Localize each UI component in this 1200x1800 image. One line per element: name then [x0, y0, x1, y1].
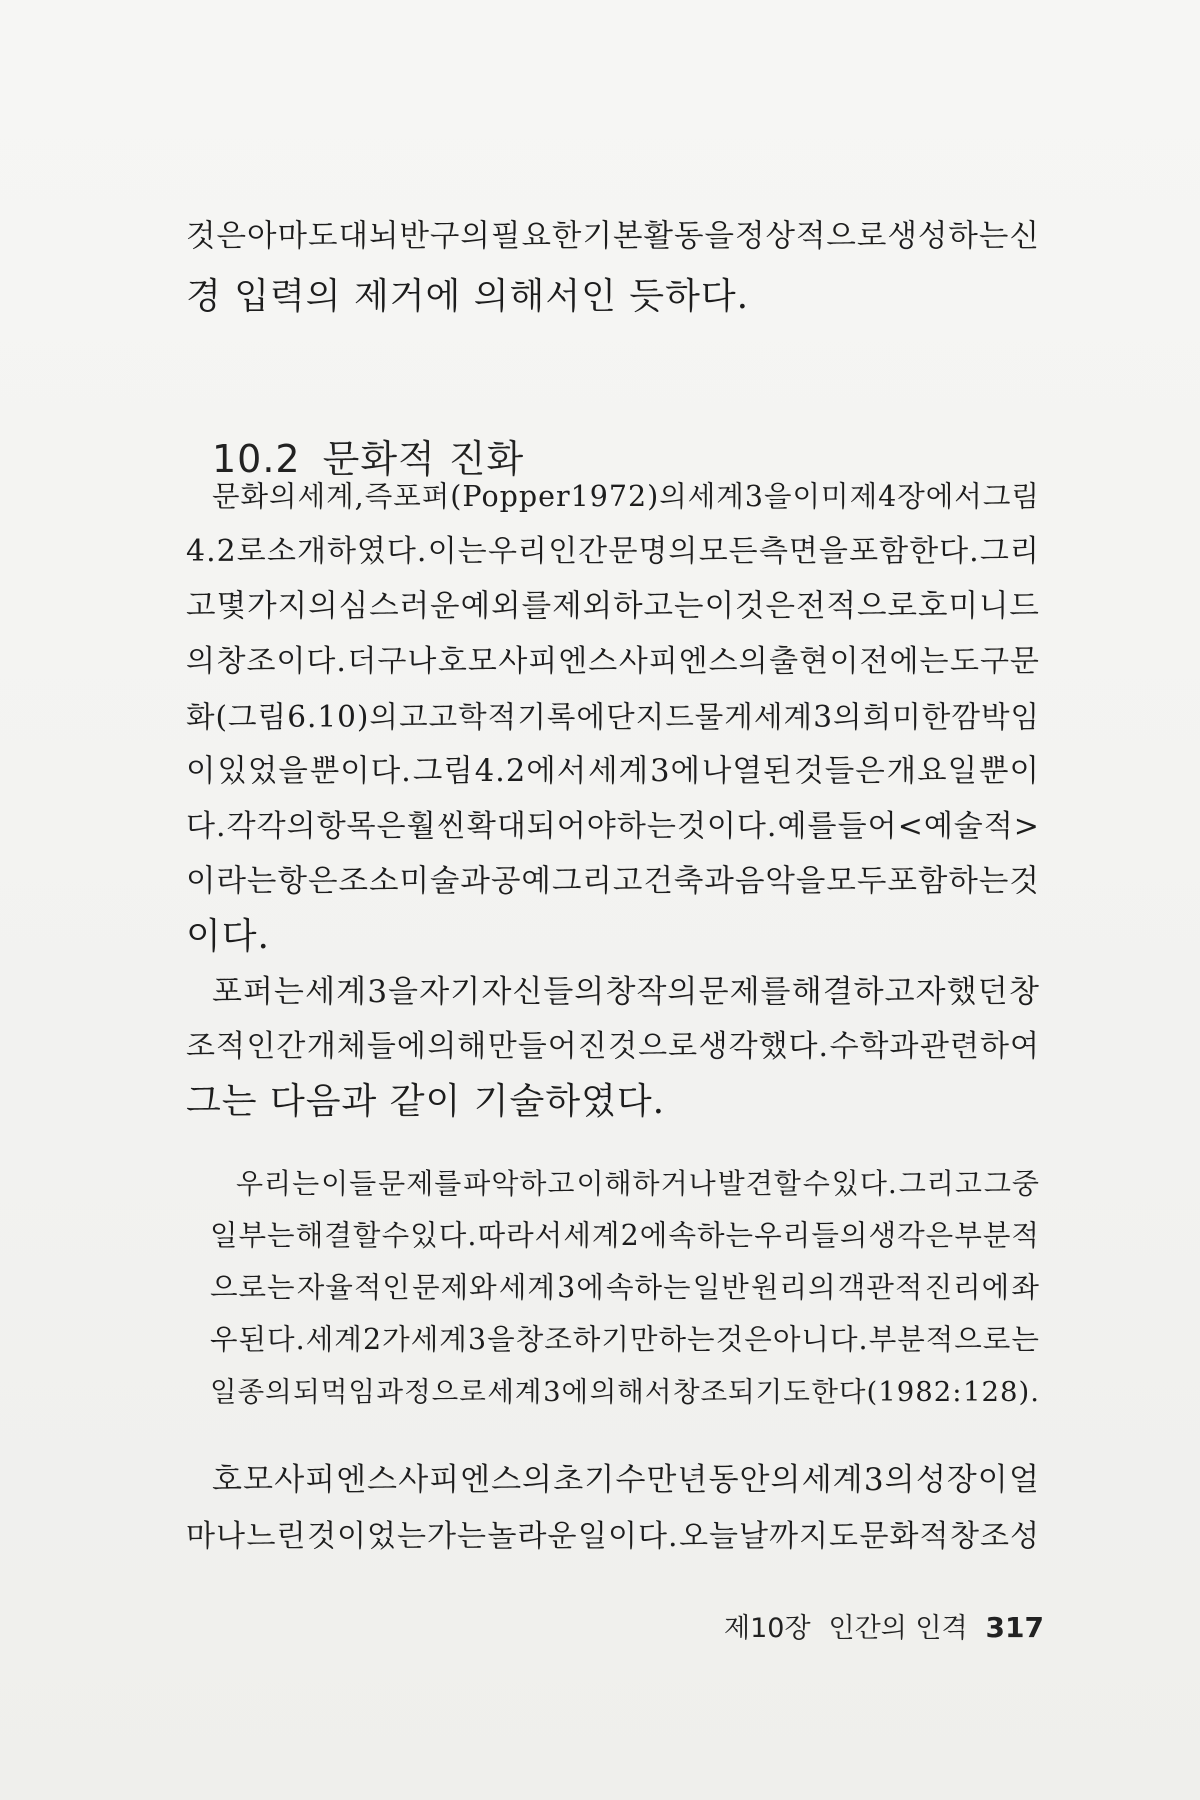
word: 인간 — [246, 1029, 307, 1064]
word: 진리에 — [924, 1271, 1011, 1304]
word: 3을 — [744, 480, 793, 513]
word: 제외하고는 — [552, 589, 705, 624]
word: 수만년 — [615, 1462, 709, 1498]
word: 것으로 — [608, 1029, 699, 1064]
word: 포함하는 — [887, 864, 1010, 899]
word: 객관적 — [837, 1271, 924, 1304]
word: 개체들에 — [306, 1029, 427, 1064]
page-footer — [724, 1606, 1044, 1645]
word: 관련하여 — [920, 1029, 1040, 1064]
word: 놀라운 — [487, 1519, 578, 1554]
word: 제4장에서 — [849, 480, 983, 513]
word: 이라는 — [186, 864, 278, 899]
word: 문제를 — [698, 974, 792, 1010]
word: 즉 — [364, 480, 394, 513]
word: 수 — [802, 1167, 831, 1200]
word: 문제를 — [378, 1167, 463, 1200]
word: 뿐이 — [979, 754, 1040, 789]
word: 우리 — [487, 534, 548, 569]
word: 하는 — [658, 1323, 716, 1356]
word: 이는 — [427, 534, 488, 569]
word: 속하는 — [668, 1219, 755, 1252]
word: 3을 — [367, 974, 419, 1010]
word: 이 — [186, 754, 217, 789]
word: 것은 — [715, 1323, 773, 1356]
word: 세계 — [498, 1271, 556, 1304]
word: 창조성 — [950, 1519, 1040, 1554]
word: 확대되어야 — [466, 809, 617, 844]
word: 창 — [1008, 974, 1040, 1010]
word: 음악을 — [734, 864, 827, 899]
word: 그리고 — [551, 864, 644, 899]
word: 2가 — [362, 1323, 411, 1356]
word: 창조이다. — [216, 644, 347, 679]
word: <예술적> — [897, 809, 1040, 844]
word: 1972)의 — [570, 480, 688, 513]
word: 의심스러운 — [308, 589, 461, 624]
word: 창조하기만 — [515, 1323, 659, 1356]
word: 각각의 — [226, 809, 317, 844]
word: 자율적인 — [296, 1271, 411, 1304]
word: 것은 — [186, 219, 247, 254]
quote-line-5 — [210, 1370, 1040, 1414]
word: 전적으로 — [796, 589, 918, 624]
word: 한다(1982: — [811, 1376, 963, 1408]
quote-line-3 — [210, 1266, 1040, 1310]
word: 훨씬 — [406, 809, 467, 844]
quote-line-4 — [210, 1318, 1040, 1362]
word: 수학과 — [829, 1029, 920, 1064]
word: 4.2로 — [186, 534, 267, 569]
word: 원리의 — [751, 1271, 837, 1304]
word: 3을 — [467, 1323, 516, 1356]
word: 일종의 — [210, 1376, 293, 1408]
word: 나열된 — [701, 754, 794, 789]
word: 세계, — [297, 480, 365, 513]
word: 들어 — [837, 809, 898, 844]
word: 기본 — [582, 219, 644, 254]
word: 있었을 — [217, 754, 309, 789]
word: 단지 — [606, 700, 666, 734]
quote-line-1 — [236, 1162, 1040, 1206]
word: 이전에는 — [829, 644, 950, 679]
word: 세계 — [563, 1219, 621, 1252]
word: 있다. — [831, 1167, 898, 1200]
word: 동안의 — [708, 1462, 802, 1498]
p3-line-2 — [186, 1515, 1040, 1559]
word: 정상적으로 — [735, 219, 888, 254]
word: 문화적 — [859, 1519, 950, 1554]
word: 일부는 — [210, 1219, 296, 1252]
word: 있다. — [410, 1219, 478, 1252]
word: 일반 — [692, 1271, 750, 1304]
word: 것이다. — [676, 809, 778, 844]
word: 기록에 — [517, 700, 606, 734]
word: 이들 — [321, 1167, 378, 1200]
p3-line-1 — [212, 1458, 1040, 1502]
word: 창조되기도 — [672, 1376, 811, 1408]
word: 의 — [186, 644, 216, 679]
p1-line-8 — [186, 860, 1040, 904]
word: 항목은 — [316, 809, 407, 844]
word: 느린 — [246, 1519, 307, 1554]
word: 파악하고 — [463, 1167, 576, 1200]
word: 아마도 — [247, 219, 339, 254]
word: 대뇌반구의 — [338, 219, 491, 254]
word: 해결하고자 — [791, 974, 947, 1010]
p1-line-3 — [186, 585, 1040, 629]
word: 의해 — [427, 1029, 488, 1064]
word: 따라서 — [477, 1219, 564, 1252]
intro-line-1 — [186, 215, 1040, 259]
word: 얼 — [1008, 1462, 1040, 1498]
word: 공예 — [490, 864, 552, 899]
page-number: 317 — [985, 1611, 1044, 1644]
word: 조소미술과 — [338, 864, 491, 899]
footer-chapter: 제10장 — [724, 1613, 811, 1644]
word: 인간 — [548, 534, 609, 569]
word: 측면을 — [758, 534, 849, 569]
word: 것 — [1009, 864, 1040, 899]
word: 우리는 — [236, 1167, 321, 1200]
word: 우리들의 — [754, 1219, 869, 1252]
word: 초기 — [553, 1462, 616, 1498]
word: 자신들의 — [481, 974, 606, 1010]
word: 생성하는 — [887, 219, 1010, 254]
word: 필요한 — [490, 219, 583, 254]
word: 자기 — [419, 974, 482, 1010]
word: 그중 — [983, 1167, 1040, 1200]
p2-line-3: 그는 다음과 같이 기술하였다. — [186, 1081, 666, 1122]
word: 세계 — [305, 1323, 363, 1356]
word: 깜박임 — [951, 700, 1040, 734]
word: 모두 — [826, 864, 888, 899]
intro-line-2: 경 입력의 제거에 의해서인 듯하다. — [186, 276, 750, 317]
word: 출현 — [769, 644, 830, 679]
word: 그림 — [412, 754, 474, 789]
word: 몇 — [216, 589, 248, 624]
word: 부분적으로는 — [868, 1323, 1040, 1356]
word: 뿐이다. — [309, 754, 412, 789]
word: 우된다. — [210, 1323, 306, 1356]
word: 3에 — [557, 1271, 605, 1304]
word: 발견할 — [717, 1167, 802, 1200]
word: 생각했다. — [698, 1029, 830, 1064]
word: 세계 — [801, 1462, 864, 1498]
word: 예를 — [777, 809, 838, 844]
word: 고 — [186, 589, 217, 624]
word: 만들어진 — [487, 1029, 608, 1064]
word: 3의 — [813, 700, 863, 734]
word: 성장이 — [915, 1462, 1009, 1498]
word: 3의 — [863, 1462, 916, 1498]
word: 세계 — [410, 1323, 468, 1356]
word: 사피엔스 — [498, 644, 619, 679]
p1-line-5 — [186, 695, 1040, 739]
p1-line-2 — [186, 530, 1040, 574]
word: 3에 — [650, 754, 701, 789]
word: 과정으로 — [376, 1376, 487, 1408]
word: 3에 — [543, 1376, 590, 1408]
word: 이해하거나 — [576, 1167, 717, 1200]
word: 문제와 — [412, 1271, 498, 1304]
word: 호모 — [437, 644, 498, 679]
word: 호모 — [212, 1462, 274, 1498]
word: 했던 — [946, 974, 1009, 1010]
word: 아니다. — [772, 1323, 869, 1356]
word: 건축과 — [643, 864, 735, 899]
footer-chapter-title: 인간의 인격 — [828, 1613, 968, 1644]
word: 포퍼는 — [212, 974, 305, 1010]
word: 항은 — [277, 864, 339, 899]
word: 호미니드 — [918, 589, 1040, 624]
section-number: 10.2 — [212, 437, 301, 481]
word: 세계 — [305, 974, 368, 1010]
word: 으로는 — [210, 1271, 296, 1304]
word: 이것은 — [704, 589, 796, 624]
p1-line-9: 이다. — [186, 916, 270, 957]
word: 그리고 — [898, 1167, 983, 1200]
word: 신 — [1009, 219, 1040, 254]
word: 예외를 — [460, 589, 553, 624]
word: 6.10)의 — [287, 700, 399, 734]
section-title: 문화적 진화 — [322, 437, 525, 481]
word: 도구문 — [949, 644, 1040, 679]
word: 128). — [963, 1376, 1040, 1408]
word: 일이다. — [578, 1519, 679, 1554]
p1-line-1 — [212, 475, 1040, 519]
word: 문화의 — [212, 480, 298, 513]
word: 세계 — [487, 1376, 543, 1408]
word: 모든 — [698, 534, 759, 569]
word: 세계 — [687, 480, 745, 513]
word: 세계 — [588, 754, 650, 789]
word: 의해서 — [589, 1376, 673, 1408]
p1-line-4 — [186, 640, 1040, 684]
word: 포퍼(Popper — [393, 480, 571, 513]
p2-line-1 — [212, 970, 1040, 1014]
p1-line-6 — [186, 750, 1040, 794]
word: 사피엔스의 — [618, 644, 769, 679]
word: 소개하였다. — [266, 534, 428, 569]
word: 활동을 — [643, 219, 735, 254]
word: 가지 — [247, 589, 309, 624]
word: 마나 — [186, 1519, 246, 1554]
word: 다. — [186, 809, 227, 844]
word: 세계 — [754, 700, 814, 734]
p2-line-2 — [186, 1025, 1040, 1069]
word: 개요일 — [886, 754, 979, 789]
quote-line-2 — [210, 1214, 1040, 1258]
word: 2에 — [620, 1219, 669, 1252]
word: 수 — [381, 1219, 411, 1252]
word: 좌 — [1011, 1271, 1040, 1304]
word: 문명의 — [608, 534, 699, 569]
word: 생각은 — [868, 1219, 955, 1252]
word: 드물게 — [665, 700, 754, 734]
word: 4.2에서 — [474, 754, 588, 789]
word: 되먹임 — [293, 1376, 376, 1408]
word: 화(그림 — [186, 700, 288, 734]
word: 하는 — [616, 809, 677, 844]
word: 그림 — [982, 480, 1040, 513]
word: 속하는 — [605, 1271, 692, 1304]
word: 사피엔스 — [274, 1462, 398, 1498]
word: 해결할 — [295, 1219, 382, 1252]
word: 포함한다. — [849, 534, 980, 569]
word: 고고학적 — [399, 700, 518, 734]
word: 오늘날까지도 — [679, 1519, 859, 1554]
word: 창작의 — [605, 974, 699, 1010]
word: 조적 — [186, 1029, 246, 1064]
word: 사피엔스의 — [398, 1462, 553, 1498]
word: 것이었는가는 — [307, 1519, 487, 1554]
p1-line-7 — [186, 805, 1040, 849]
word: 더구나 — [347, 644, 438, 679]
word: 이미 — [792, 480, 850, 513]
word: 희미한 — [862, 700, 952, 734]
word: 것들은 — [794, 754, 886, 789]
word: 그리 — [979, 534, 1040, 569]
word: 부분적 — [954, 1219, 1040, 1252]
